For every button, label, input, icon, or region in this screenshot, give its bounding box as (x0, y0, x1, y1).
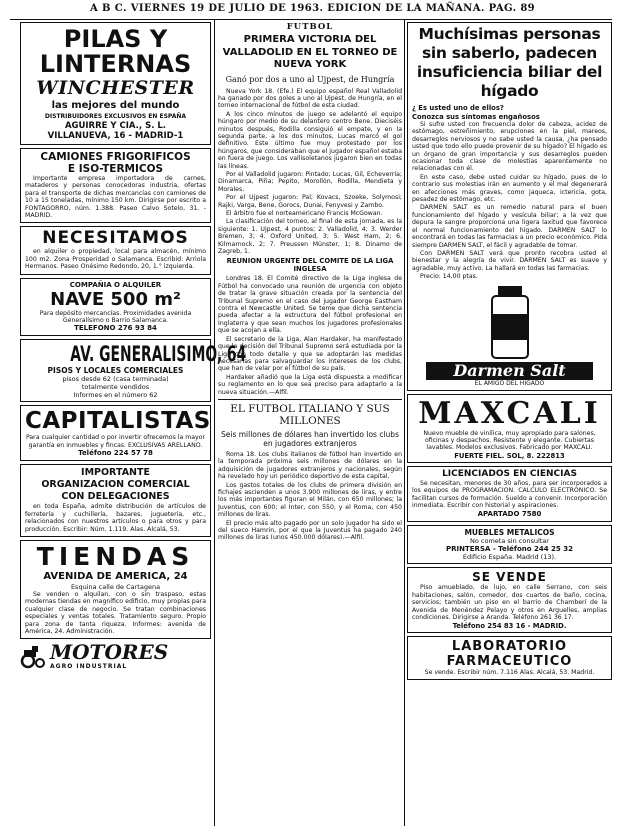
ad-higado-q2: Conozca sus síntomas engañosos (412, 112, 540, 121)
tractor-icon (20, 644, 46, 668)
ad-importante (20, 464, 211, 537)
ad-maxcali-address: FUERTE FIEL. SOL, 8. 222813 (454, 451, 565, 460)
ad-generalisimo (20, 339, 247, 402)
ad-motores-title: MOTORES (50, 640, 169, 665)
column-left (20, 22, 247, 828)
ad-maxcali (407, 394, 612, 463)
ad-laboratorio (407, 636, 612, 679)
ad-tiendas (20, 540, 211, 639)
ad-generalisimo-l1: PISOS Y LOCALES COMERCIALES (47, 366, 184, 376)
ad-vende (407, 567, 612, 633)
ad-muebles-l1: PRINTERSA - Teléfono 244 25 32 (446, 544, 573, 553)
column-divider (214, 20, 215, 826)
ad-capitalistas-body: Para cualquier cantidad o por invertir ofrecemos la mayor garantía en inmuebles y fincas. EXCLUSIVAS ARELLANO. (25, 434, 206, 449)
ad-motores (20, 642, 211, 670)
ad-importante-body: en toda España, admite distribución de artículos de ferretería y cuchillería, bazares, juguetería, etc., relacionados con nuestros artículos o para otros y para producción. Escribir: Núm. 1.119. Alas. Alcalá, 53. (25, 503, 206, 533)
article-body-liga: Londres 18. El Comité directivo de la Liga inglesa de Fútbol ha convocado una reunión de urgencia con objeto de tratar la grave situación creada por la sentencia del Tribunal Supremo en el caso del jugador George Eastham contra el Newcastle United. Se teme que dicha sentencia pueda afectar a la estructura del fútbol profesional en Inglaterra y que sean muchos los jugadores profesionales que se acojan a ella. El secretario de la Liga, Alan Hardaker, ha manifestado que la decisión del Tribunal Supremo será estudiada por la Liga con todo detalle y que se adoptarán las medidas necesarias para salvaguardar los intereses de los clubs, que han de velar por el fútbol de su país. Hardaker añadió que la Liga está dispuesta a modificar su reglamento en lo que sea preciso para adaptarlo a la nueva situación.—Alfil. (218, 275, 402, 396)
ad-maxcali-title: MAXCALI (418, 395, 601, 431)
ad-pilas-brand: WINCHESTER (36, 77, 195, 99)
ad-generalisimo-title: AV. GENERALISIMO, 64 (70, 342, 247, 367)
ad-pilas-line2: LINTERNAS (39, 50, 192, 78)
ad-licenciados-title: LICENCIADOS EN CIENCIAS (442, 468, 577, 479)
ad-tiendas-sub2: Esquina calle de Cartagena (70, 582, 161, 591)
ad-pilas (20, 22, 211, 145)
ad-tiendas-sub: AVENIDA DE AMERICA, 24 (43, 570, 188, 582)
column-right (407, 22, 612, 828)
ad-nave-body: Para depósito mercancías. Proximidades avenida Generalísimo o Barrio Salamanca. (39, 309, 192, 325)
article-separator (218, 399, 402, 400)
ad-pilas-company: AGUIRRE Y CIA., S. L. (64, 121, 167, 131)
ad-necesitamos-body: en alquiler o propiedad, local para almacén, mínimo 100 m2. Zona Prosperidad o Salamanca. Escribid: Arriola Hermanos. Paseo Onésimo Redondo, 20, 1.° izquierda. (25, 248, 206, 271)
ad-pilas-line1: PILAS Y (63, 25, 168, 53)
ad-laboratorio-l2: FARMACEUTICO (446, 654, 573, 670)
header-rule (10, 19, 612, 20)
article-subhead: Ganó por dos a uno al Ujpest, de Hungría (225, 74, 395, 84)
ad-muebles-title: MUEBLES METALICOS (464, 527, 555, 537)
column-divider (404, 20, 405, 826)
ad-necesitamos-title: NECESITAMOS (42, 228, 189, 249)
ad-licenciados (407, 466, 612, 522)
ad-pilas-tagline: las mejores del mundo (51, 100, 180, 111)
ad-pilas-address: VILLANUEVA, 16 - MADRID-1 (47, 131, 184, 141)
ad-nave-title: NAVE 500 m² (50, 288, 181, 310)
ad-camiones-title1: CAMIONES FRIGORIFICOS (40, 151, 191, 163)
ad-importante-l2: ORGANIZACION COMERCIAL (41, 479, 190, 491)
article-body: Nueva York 18. (Efe.) El equipo español Real Valladolid ha ganado por dos goles a uno al Ujpest, de Hungría, en el torneo internacional de fútbol de esta ciudad. A los cinco minutos de juego se adelantó el equipo húngaro por medio de su delantero centro Bene. Dieciséis minutos después, Rodilla consiguió el empate, y en la segunda parte, a los dos minutos, Lucas marcó el gol definitivo. Este último fue muy protestado por los húngaros, que consideraban que el jugador español estaba en fuera de juego. Los vallisoletanos jugaron bien en todas las líneas. Por el Valladolid jugaron: Pintado; Lucas, Gil, Echeverría; Dinamarca, Piña; Pepito, Morollón, Rodilla, Mendieta y Morales. Por el Ujpest jugaron: Pal; Kovacs, Szoeke, Solymosi; Rajki, Varga, Bene, Gorocs, Dunai, Fenyvesi y Zambo. El árbitro fue el norteamericano Francis McGowan. La clasificación del torneo, al final de esta jornada, es la siguiente: 1. Ujpest, 4 puntos; 2. Valladolid, 4; 3. Werder Bremen, 3; 4. Oxford United, 3; 5. West Ham, 2; 6. Kilmarnock, 2; 7. Preussen Münster, 1; 8. Dinamo de Zagreb, 1. (218, 87, 402, 256)
ad-nave-tel: TELEFONO 276 93 84 (74, 324, 157, 333)
article2-headline: EL FUTBOL ITALIANO Y SUS MILLONES (230, 402, 390, 428)
section-label: FUTBOL (286, 22, 334, 32)
ad-higado-q1: ¿ Es usted uno de ellos? (412, 104, 504, 112)
column-middle (218, 22, 402, 828)
ad-laboratorio-l1: LABORATORIO (451, 639, 568, 655)
ad-capitalistas (20, 405, 211, 461)
article-headline: PRIMERA VICTORIA DEL VALLADOLID EN EL TORNEO DE NUEVA YORK (222, 34, 398, 70)
ad-maxcali-body: Nuevo mueble de vinílica, muy apropiado para salones, oficinas y despachos. Resistente y elegante. Cubiertas lavables. Modelos exclusivos. Fabricado por MAXCALI. (423, 429, 596, 452)
ad-necesitamos (20, 226, 211, 274)
darmen-salt-bottle (470, 284, 550, 362)
ad-generalisimo-l3: totalmente vendidos (81, 383, 150, 392)
ad-generalisimo-l2: pisos desde 62 (casa terminada) (62, 375, 169, 384)
ad-higado-headline: Muchísimas personas sin saberlo, padecen insuficiencia biliar del hígado (416, 25, 603, 100)
ad-pilas-dist: DISTRIBUIDORES EXCLUSIVOS EN ESPAÑA (44, 113, 187, 120)
ad-muebles (407, 525, 612, 565)
ad-tiendas-body: Se venden o alquilan, con o sin traspaso, estas modernas tiendas en magnífico edificio, muy propias para cualquier clase de negocio. Se tratan combinaciones especiales y ventas totales. Tratamiento seguro. Propio para zona de tanta riqueza. Informes: avenida de América, 24. Administración. (25, 590, 206, 635)
ad-higado-body: Si sufre usted con frecuencia dolor de cabeza, acidez de estómago, estreñimiento, erupciones en la piel, mareos, desarreglos nerviosos y no sabe usted la causa, ¿ha pensado usted que todo ello puede provenir de su hígado? El hígado es un órgano de gran importancia y sus desarreglos pueden ocasionar toda clase de molestias aparentemente no relacionadas con él. En este caso, debe usted cuidar su hígado, pues de lo contrario sus molestias irán en aumento y el mal degenerará en afecciones más graves, como jaqueca, ictericia, gota, pesadez de estómago, etc. DARMEN SALT es un remedio natural para el buen funcionamiento del hígado y vesícula biliar; a la vez que depura la sangre proporciona una ligera laxitud que favorece el normal funcionamiento del hígado. DARMEN SALT lo encontrará en todas las farmacias a un precio económico. Pida siempre DARMEN SALT, el fácil y agradable de tomar. Con DARMEN SALT verá que pronto recobra usted el bienestar y la alegría de vivir. DARMEN SALT es suave y agradable, muy activo. La hallará en todas las farmacias. Precio: 14,00 ptas. (412, 121, 607, 281)
ad-importante-l1: IMPORTANTE (81, 467, 150, 479)
ad-camiones-body: Importante empresa importadora de carnes, mataderos y personas conocedoras industria, ofertas para el transporte de dichas mercancías con camiones de 10 a 15 toneladas, mínimo 150 km. Dirigirse por escrito a FONTAGORRO, núm. 1.388. Paseo Calvo Sotelo, 31. - MADRID. (25, 175, 206, 220)
ad-muebles-sub: No cometa sin consultar (470, 536, 549, 545)
ad-vende-body: Piso amueblado, de lujo, en calle Serrano, con seis habitaciones, salón, comedor, dos cuartos de baño, cocina, servicios; también un piso en el barrio de Chamberí de la Avenida de Menéndez Pelayo y otros en Arguelles, amplias condiciones. Dirigirse a Aranda. Teléfono 261 36 17. (412, 584, 607, 621)
article2-subhead: Seis millones de dólares han invertido los clubs en jugadores extranjeros (221, 429, 399, 448)
ad-higado-bottle-sub: EL AMIGO DEL HIGADO (474, 379, 545, 387)
page-header: A B C. VIERNES 19 DE JULIO DE 1963. EDICION DE LA MAÑANA. PAG. 89 (90, 3, 536, 14)
ad-licenciados-body: Se necesitan, menores de 30 años, para ser incorporados a los equipos de PROGRAMACION. CALCULO ELECTRONICO. Se facilitan cursos de formación. Sueldo a convenir. Incorporación inmediata. Escribir con historial y aspiraciones. (412, 479, 607, 509)
bottle-icon (470, 284, 550, 362)
ad-vende-title: SE VENDE (472, 570, 547, 585)
article2-body: Roma 18. Los clubs italianos de fútbol han invertido en la temporada próxima seis millones de dólares en la adquisición de jugadores extranjeros y nacionales, según ha revelado hoy un periódico deportivo de esta capital. Los gastos totales de los clubs de primera división en fichajes ascienden a unos 3.900 millones de liras, y entre los más importantes figuran el Milán, con 650 millones; la Juventus, con 600; el Inter, con 550, y el Roma, con 450 millones de liras. El precio más alto pagado por un solo jugador ha sido el del sueco Hamrin, por el que la Juventus ha pagado 240 millones de liras (unos 450.000 dólares).—Alfil. (218, 450, 402, 542)
ad-motores-sub: AGRO INDUSTRIAL (50, 663, 128, 671)
article-subhead-liga: REUNION URGENTE DEL COMITE DE LA LIGA INGLESA (226, 257, 394, 274)
ad-licenciados-apartado: APARTADO 7580 (477, 510, 542, 519)
ad-muebles-l2: Edificio España. Madrid (13). (462, 553, 557, 562)
ad-capitalistas-title: CAPITALISTAS (25, 408, 211, 435)
ad-vende-tel: Teléfono 254 83 16 - MADRID. (452, 622, 567, 631)
ad-tiendas-title: TIENDAS (36, 541, 195, 571)
ad-higado-brand: Darmen Salt (426, 362, 593, 380)
ad-camiones-title2: E ISO-TERMICOS (67, 163, 164, 175)
ad-nave-company: COMPAÑIA O ALQUILER (69, 280, 162, 289)
ad-generalisimo-info: Informes en el número 62 (73, 391, 158, 400)
ad-higado (407, 22, 612, 391)
ad-laboratorio-body: Se vende. Escribir núm. 7.116 Alas. Alcalá, 53. Madrid. (424, 669, 595, 677)
ad-capitalistas-tel: Teléfono 224 57 78 (78, 449, 153, 458)
ad-camiones (20, 148, 211, 223)
ad-nave (20, 278, 211, 337)
ad-importante-l3: CON DELEGACIONES (61, 491, 170, 503)
